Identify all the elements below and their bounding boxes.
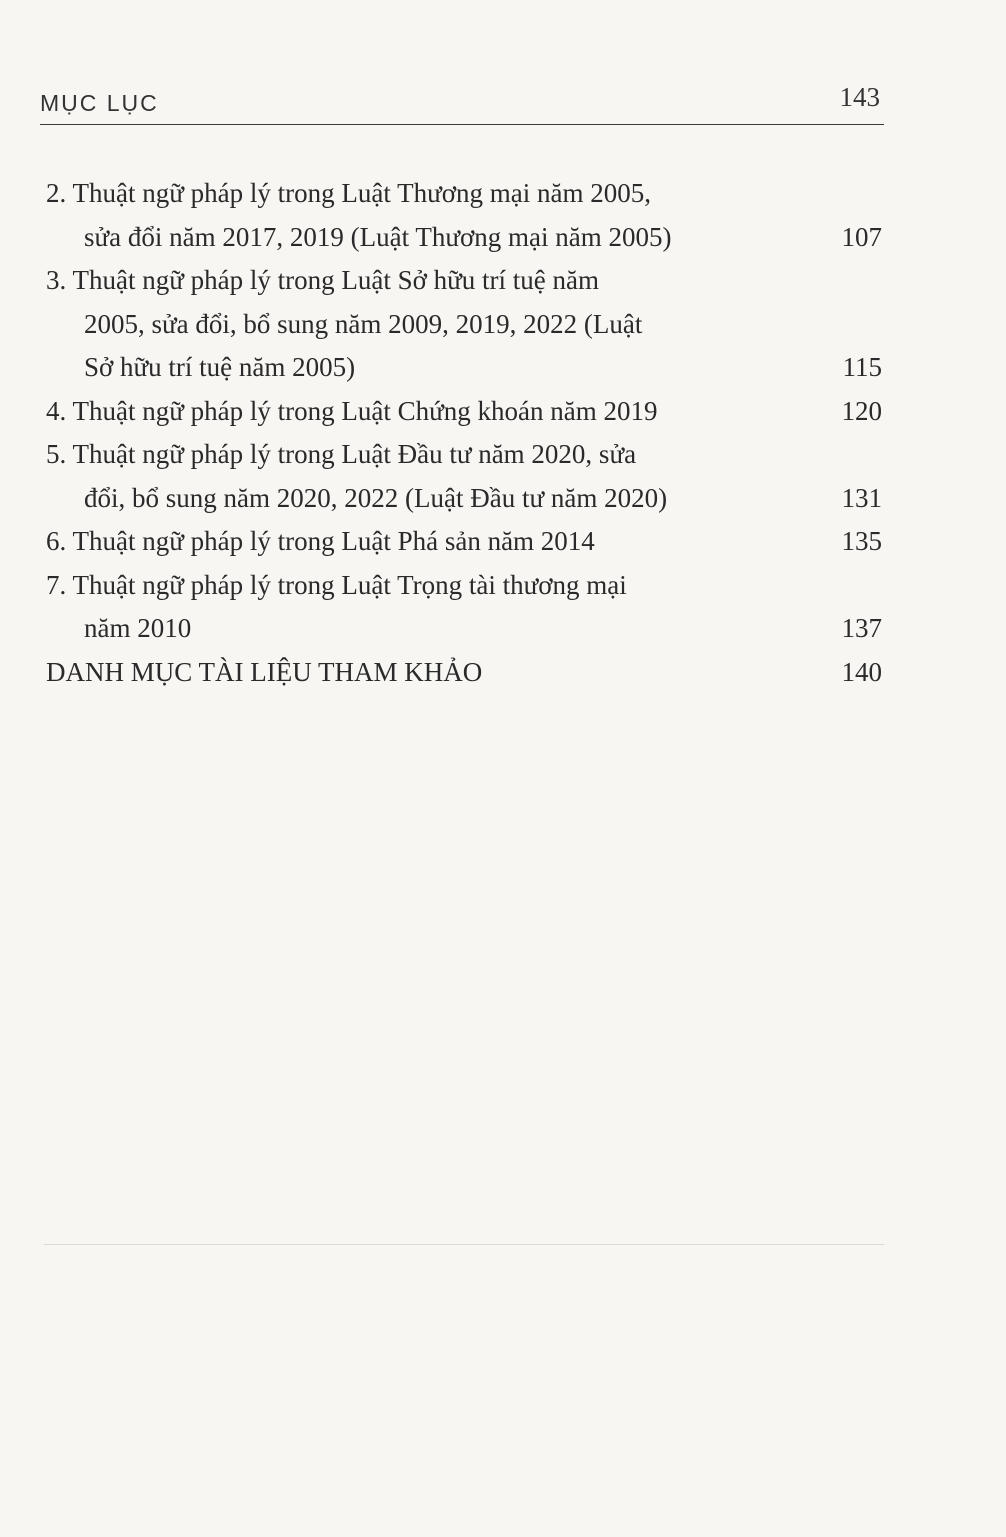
toc-entry-line: 2. Thuật ngữ pháp lý trong Luật Thương mại năm 2005, xyxy=(46,178,651,208)
toc-entry-title xyxy=(46,520,792,564)
page-number: 143 xyxy=(839,82,880,112)
toc-entry-page: 120 xyxy=(841,395,882,426)
toc-entry-title xyxy=(46,651,792,695)
table-of-contents xyxy=(46,172,882,694)
toc-entry-page: 135 xyxy=(841,526,882,556)
toc-entry-page: 131 xyxy=(841,482,882,513)
toc-entry-line: Sở hữu trí tuệ năm 2005) xyxy=(84,352,356,382)
toc-entry[interactable] xyxy=(46,172,882,259)
toc-entry-page: 107 xyxy=(841,221,882,252)
toc-entry-title xyxy=(46,259,792,390)
toc-entry-line: DANH MỤC TÀI LIỆU THAM KHẢO xyxy=(46,656,483,687)
running-title: MỤC LỤC xyxy=(40,90,159,116)
bleed-through-rule xyxy=(44,1244,884,1245)
toc-entry-line: 3. Thuật ngữ pháp lý trong Luật Sở hữu trí tuệ năm xyxy=(46,265,599,295)
toc-entry-line: 4. Thuật ngữ pháp lý trong Luật Chứng khoán năm 2019 xyxy=(46,395,658,426)
page-header xyxy=(40,78,884,125)
toc-entry-references[interactable] xyxy=(46,651,882,695)
toc-entry[interactable] xyxy=(46,564,882,651)
toc-entry-line: 5. Thuật ngữ pháp lý trong Luật Đầu tư năm 2020, sửa xyxy=(46,439,637,469)
toc-entry-title xyxy=(46,172,792,259)
toc-entry-page: 137 xyxy=(841,613,882,643)
toc-entry-line: sửa đổi năm 2017, 2019 (Luật Thương mại năm 2005) xyxy=(84,221,672,252)
toc-entry[interactable] xyxy=(46,520,882,564)
toc-entry-page: 115 xyxy=(842,352,882,382)
toc-entry-line: 6. Thuật ngữ pháp lý trong Luật Phá sản năm 2014 xyxy=(46,526,595,556)
toc-entry-line: 2005, sửa đổi, bổ sung năm 2009, 2019, 2022 (Luật xyxy=(84,308,643,339)
toc-entry-title xyxy=(46,390,792,434)
toc-entry-line: đổi, bổ sung năm 2020, 2022 (Luật Đầu tư năm 2020) xyxy=(84,482,668,513)
toc-entry-title xyxy=(46,564,792,651)
toc-entry-title xyxy=(46,433,792,520)
toc-entry[interactable] xyxy=(46,259,882,390)
toc-entry-line: 7. Thuật ngữ pháp lý trong Luật Trọng tài thương mại xyxy=(46,569,627,600)
toc-entry[interactable] xyxy=(46,390,882,434)
toc-entry[interactable] xyxy=(46,433,882,520)
toc-entry-line: năm 2010 xyxy=(84,613,192,643)
toc-entry-page: 140 xyxy=(841,656,882,687)
